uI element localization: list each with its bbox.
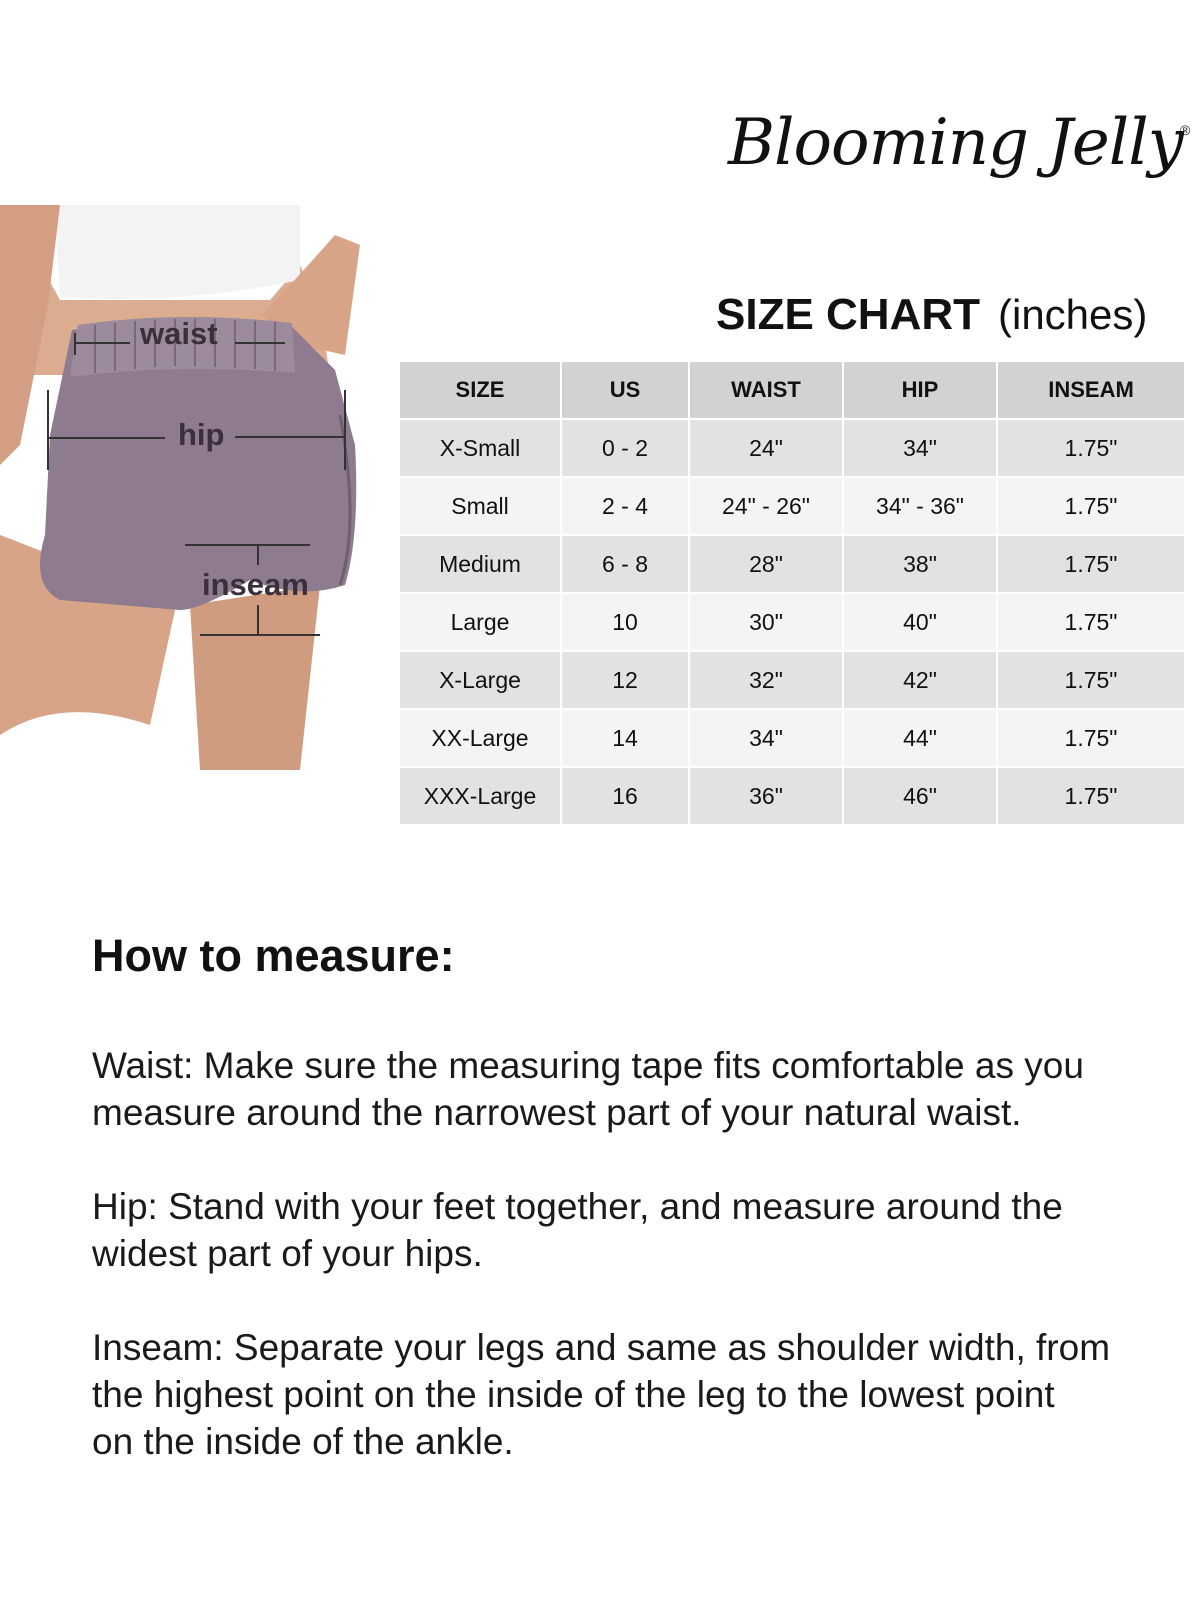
cell-hip: 46" [844,768,996,824]
column-header-inseam: INSEAM [998,362,1184,418]
size-chart-unit: (inches) [998,291,1148,338]
hip-instructions [92,1183,1182,1277]
cell-inseam: 1.75" [998,652,1184,708]
cell-size: X-Large [400,652,560,708]
column-header-size: SIZE [400,362,560,418]
cell-size: Large [400,594,560,650]
cell-us: 6 - 8 [562,536,688,592]
cell-inseam: 1.75" [998,594,1184,650]
cell-size: XX-Large [400,710,560,766]
cell-waist: 24" - 26" [690,478,842,534]
registered-mark: ® [1180,122,1191,138]
cell-inseam: 1.75" [998,710,1184,766]
column-header-hip: HIP [844,362,996,418]
size-chart-title-main: SIZE CHART [716,290,980,339]
inseam-instructions [92,1324,1182,1465]
model-illustration-svg [0,205,370,770]
cell-us: 14 [562,710,688,766]
waist-instructions-line: measure around the narrowest part of your natural waist. [92,1092,1022,1133]
cell-waist: 36" [690,768,842,824]
hip-instructions-line: Hip: Stand with your feet together, and measure around the [92,1186,1063,1227]
cell-size: X-Small [400,420,560,476]
inseam-instructions-line: the highest point on the inside of the leg to the lowest point [92,1374,1055,1415]
column-header-us: US [562,362,688,418]
cell-hip: 34" - 36" [844,478,996,534]
model-illustration [0,205,370,770]
cell-inseam: 1.75" [998,536,1184,592]
cell-inseam: 1.75" [998,420,1184,476]
brand-logo-text: Blooming Jelly [728,106,1183,180]
table-row [400,768,1184,824]
cell-hip: 38" [844,536,996,592]
table-row [400,710,1184,766]
cell-us: 2 - 4 [562,478,688,534]
inseam-instructions-line: Inseam: Separate your legs and same as shoulder width, from [92,1327,1111,1368]
table-row [400,536,1184,592]
cell-us: 16 [562,768,688,824]
inseam-label: inseam [202,567,309,602]
table-header-row [400,362,1184,418]
cell-waist: 34" [690,710,842,766]
cell-size: XXX-Large [400,768,560,824]
cell-waist: 28" [690,536,842,592]
cell-size: Medium [400,536,560,592]
size-chart-title [716,290,1186,340]
waist-instructions-line: Waist: Make sure the measuring tape fits comfortable as you [92,1045,1084,1086]
cell-us: 10 [562,594,688,650]
cell-hip: 34" [844,420,996,476]
right-leg [190,585,320,770]
how-to-measure-heading: How to measure: [92,930,455,981]
cell-hip: 44" [844,710,996,766]
cell-hip: 42" [844,652,996,708]
inseam-instructions-line: on the inside of the ankle. [92,1421,514,1462]
table-row [400,478,1184,534]
cell-waist: 30" [690,594,842,650]
cell-waist: 32" [690,652,842,708]
brand-logo [728,100,1191,210]
column-header-waist: WAIST [690,362,842,418]
cell-inseam: 1.75" [998,478,1184,534]
cell-size: Small [400,478,560,534]
cell-waist: 24" [690,420,842,476]
crop-top [55,205,300,299]
cell-us: 12 [562,652,688,708]
table-row [400,652,1184,708]
table-row [400,594,1184,650]
table-row [400,420,1184,476]
cell-inseam: 1.75" [998,768,1184,824]
waist-label: waist [140,316,218,351]
cell-hip: 40" [844,594,996,650]
cell-us: 0 - 2 [562,420,688,476]
hip-label: hip [178,417,225,452]
waist-instructions [92,1042,1182,1136]
hip-instructions-line: widest part of your hips. [92,1233,483,1274]
size-chart-table [398,360,1186,826]
